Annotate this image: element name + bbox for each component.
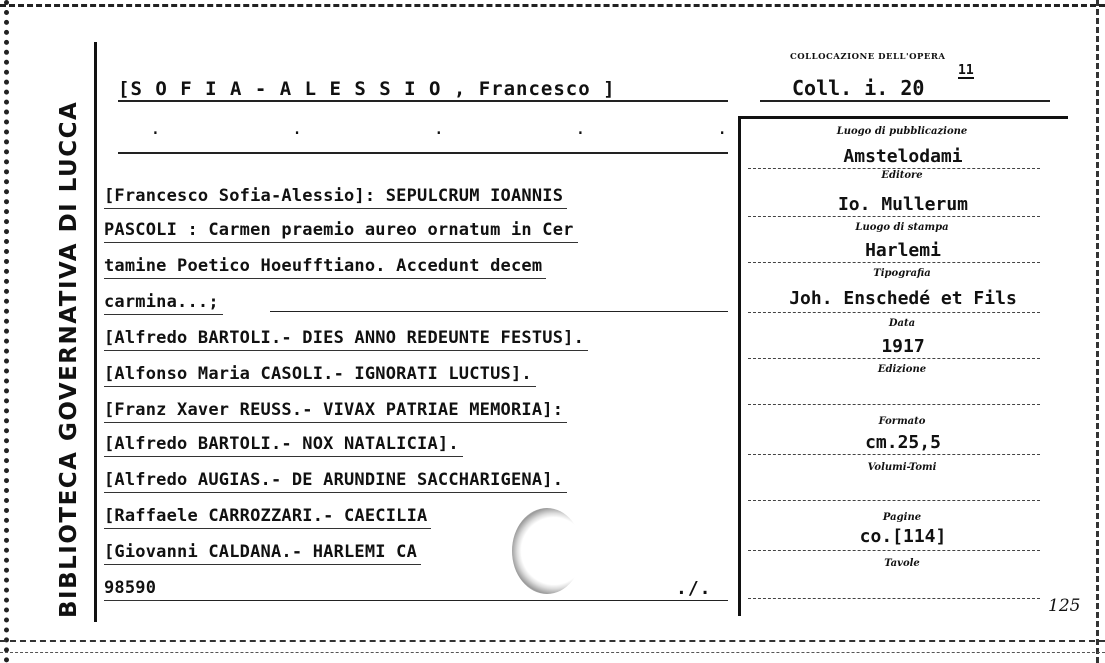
field-value: 1917 xyxy=(881,336,925,357)
title-line: [Alfredo BARTOLI.- DIES ANNO REDEUNTE FESTUS]. xyxy=(104,328,585,348)
field-label: Volumi-Tomi xyxy=(867,462,937,473)
title-line: [Alfredo BARTOLI.- NOX NATALICIA]. xyxy=(104,434,459,454)
title-line: carmina...; xyxy=(104,292,219,312)
title-line: [Alfredo AUGIAS.- DE ARUNDINE SACCHARIGENA]. xyxy=(104,470,564,490)
collocation-header: COLLOCAZIONE DELL'OPERA xyxy=(790,52,946,62)
field-rule xyxy=(748,168,1040,169)
title-line: PASCOLI : Carmen praemio aureo ornatum in Cer xyxy=(104,220,574,240)
field-label: Luogo di pubblicazione xyxy=(836,126,968,137)
field-label: Tipografia xyxy=(873,268,931,279)
title-line: [Raffaele CARROZZARI.- CAECILIA xyxy=(104,506,428,526)
field-rule xyxy=(748,500,1040,501)
collocation-superscript: 11 xyxy=(958,63,974,78)
second-rule xyxy=(118,152,728,154)
author-heading: [S O F I A - A L E S S I O , Francesco ] xyxy=(118,78,616,100)
card-bottom-edge xyxy=(0,640,1105,642)
field-value: Io. Mullerum xyxy=(837,194,969,215)
field-value: Amstelodami xyxy=(843,146,963,167)
field-rule xyxy=(748,216,1040,217)
line-fill xyxy=(270,311,728,312)
field-value: Joh. Enschedé et Fils xyxy=(789,288,1017,309)
field-rule xyxy=(748,454,1040,455)
field-label: Formato xyxy=(878,416,926,427)
shelf-number: 98590 xyxy=(104,578,157,598)
field-label: Edizione xyxy=(877,364,927,375)
title-line: [Alfonso Maria CASOLI.- IGNORATI LUCTUS]. xyxy=(104,364,532,384)
library-name: BIBLIOTECA GOVERNATIVA DI LUCCA xyxy=(56,100,82,618)
title-line: tamine Poetico Hoeufftiano. Accedunt decem xyxy=(104,256,543,276)
stamp-mark xyxy=(512,508,582,594)
field-label: Pagine xyxy=(882,512,922,523)
card-left-edge xyxy=(4,0,9,663)
handwritten-number: 125 xyxy=(1048,596,1081,616)
field-rule xyxy=(748,262,1040,263)
end-mark: ./. xyxy=(676,578,712,599)
field-rule xyxy=(748,404,1040,405)
field-label: Data xyxy=(888,318,916,329)
field-rule xyxy=(748,598,1040,599)
field-box-left xyxy=(738,116,741,616)
collocation-rule xyxy=(760,100,1050,102)
heading-dots: . . . . . xyxy=(150,118,788,139)
heading-rule xyxy=(118,100,728,102)
field-rule xyxy=(748,550,1040,551)
card-right-edge xyxy=(1096,0,1099,663)
field-value: co.[114] xyxy=(859,526,947,547)
last-line-fill xyxy=(160,600,728,601)
field-label: Editore xyxy=(881,170,923,181)
title-line: [Giovanni CALDANA.- HARLEMI CA xyxy=(104,542,418,562)
field-label: Luogo di stampa xyxy=(855,222,949,233)
card-bottom-edge-2 xyxy=(0,652,1105,653)
title-line: [Francesco Sofia-Alessio]: SEPULCRUM IOANNIS xyxy=(104,186,564,206)
field-label: Tavole xyxy=(884,558,920,569)
field-value: Harlemi xyxy=(865,240,941,261)
field-rule xyxy=(748,312,1040,313)
margin-line xyxy=(94,42,97,622)
field-rule xyxy=(748,358,1040,359)
field-box-top xyxy=(738,116,1068,119)
collocation-value: Coll. i. 20 xyxy=(792,76,925,100)
field-value: cm.25,5 xyxy=(865,432,941,453)
title-line: [Franz Xaver REUSS.- VIVAX PATRIAE MEMORIA]: xyxy=(104,400,564,420)
card-top-edge xyxy=(0,4,1105,7)
